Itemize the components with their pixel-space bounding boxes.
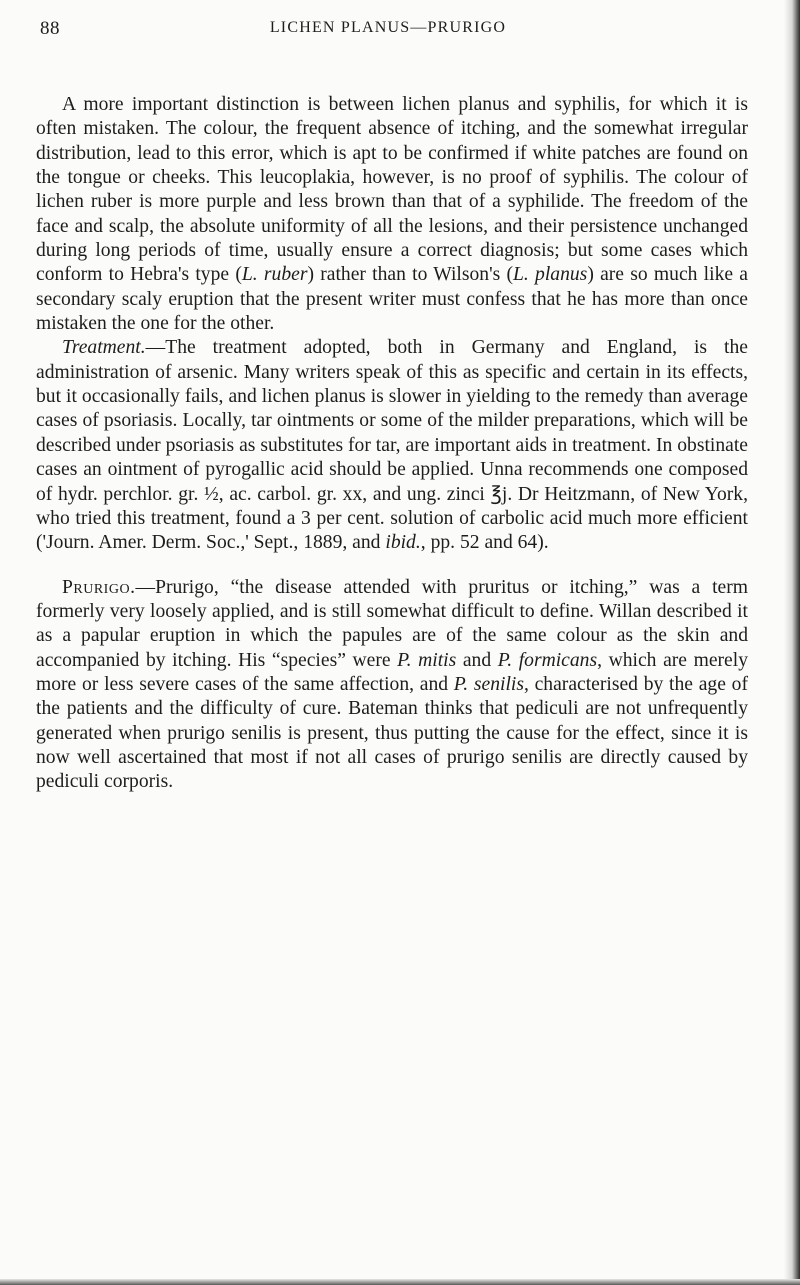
running-head: LICHEN PLANUS—PRURIGO bbox=[269, 19, 507, 36]
page-bottom-edge bbox=[0, 1279, 800, 1285]
paragraph-prurigo: Prurigo.—Prurigo, “the disease attended with pruritus or itching,” was a term formerly very loosely applied, and is still somewhat difficult to define. Willan described it as a papular eruption in which the papules are of the same colour as the skin and accompanied by itching. His “species” were P. mitis and P. formicans, which are merely more or less severe cases of the same affection, and P. senilis, characterised by the age of the patients and the difficulty of cure. Bateman thinks that pediculi are not unfrequently generated when prurigo senilis is present, thus putting the cause for the effect, since it is now well ascertained that most if not all cases of prurigo senilis are directly caused by pediculi corporis. bbox=[36, 576, 748, 793]
term-lichen-ruber: L. ruber bbox=[241, 264, 308, 286]
paragraph-treatment: Treatment.—The treatment adopted, both in Germany and England, is the administration of arsenic. Many writers speak of this as specific and certain in its effects, but it occasionally fails, and lichen planus is slower in yielding to the remedy than average cases of psoriasis. Locally, tar ointments or some of the milder preparations, which will be described under psoriasis as substitutes for tar, are important aids in treatment. In obstinate cases an ointment of pyrogallic acid should be applied. Unna recommends one composed of hydr. perchlor. gr. ½, ac. carbol. gr. xx, and ung. zinci ℥j. Dr Heitzmann, of New York, who tried this treatment, found a 3 per cent. solution of carbolic acid much more efficient ('Journ. Amer. Derm. Soc.,' Sept., 1889, and ibid., pp. 52 and 64). bbox=[36, 337, 748, 554]
page-header bbox=[0, 18, 776, 48]
term-p-mitis: P. mitis bbox=[397, 649, 457, 671]
page-number: 88 bbox=[40, 18, 60, 39]
term-ibid: ibid. bbox=[385, 532, 421, 554]
term-p-senilis: P. senilis bbox=[453, 673, 524, 695]
prurigo-heading: Prurigo. bbox=[62, 576, 136, 598]
term-lichen-planus: L. planus bbox=[513, 264, 588, 286]
treatment-heading: Treatment. bbox=[62, 337, 146, 359]
page-binding-edge bbox=[784, 0, 800, 1285]
paragraph-diagnosis: A more important distinction is between lichen planus and syphilis, for which it is often mistaken. The colour, the frequent absence of itching, and the somewhat irregular distribution, lead to this error, which is apt to be confirmed if white patches are found on the tongue or cheeks. This leucoplakia, however, is no proof of syphilis. The colour of lichen ruber is more purple and less brown than that of a syphilide. The freedom of the face and scalp, the absolute uniformity of all the lesions, and their persistence unchanged during long periods of time, usually ensure a correct diagnosis; but some cases which conform to Hebra's type (L. ruber) rather than to Wilson's (L. planus) are so much like a secondary scaly eruption that the present writer must confess that he has more than once mistaken the one for the other. bbox=[36, 94, 748, 335]
term-p-formicans: P. formicans bbox=[497, 649, 598, 671]
body-text bbox=[36, 93, 748, 795]
